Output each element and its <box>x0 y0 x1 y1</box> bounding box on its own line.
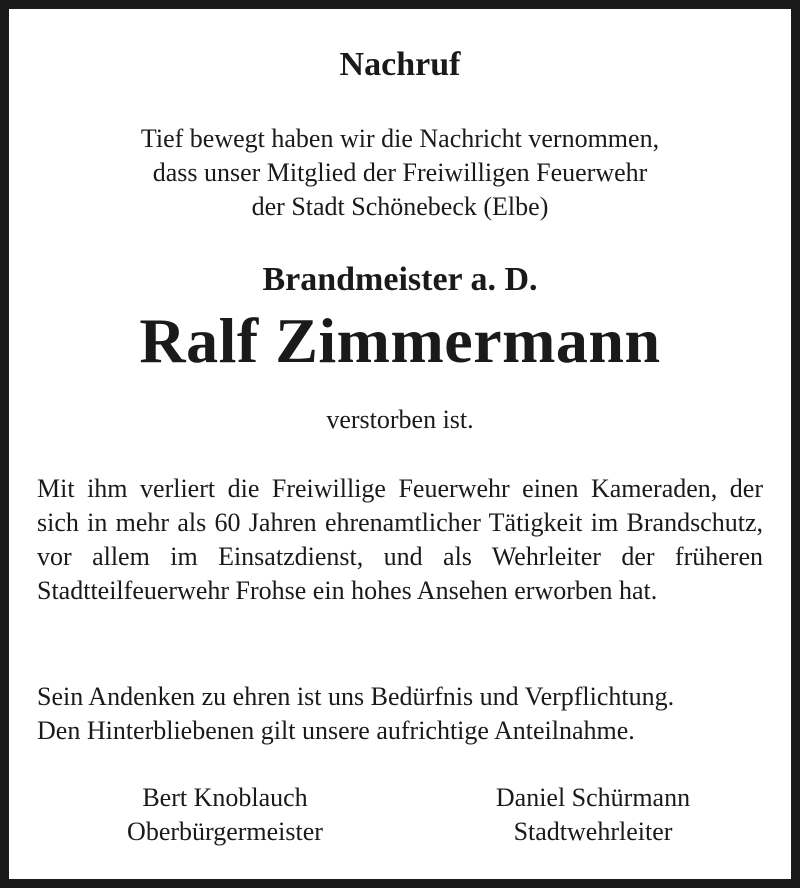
deceased-name: Ralf Zimmermann <box>139 305 661 376</box>
notice-title: Nachruf <box>339 46 461 83</box>
signatory-name: Bert Knoblauch <box>142 783 308 812</box>
condolence-line-1: Sein Andenken zu ehren ist uns Bedürfnis und Verpflichtung. <box>37 682 675 711</box>
intro-line-3: der Stadt Schönebeck (Elbe) <box>251 192 549 221</box>
signatory-mayor <box>75 781 375 849</box>
signatory-role: Stadtwehrleiter <box>513 817 673 846</box>
condolence-line-2: Den Hinterbliebenen gilt unsere aufrichtige Anteilnahme. <box>37 716 635 745</box>
deceased-rank: Brandmeister a. D. <box>262 261 538 298</box>
signatory-fire-chief <box>443 781 743 849</box>
signatory-role: Oberbürgermeister <box>127 817 323 846</box>
died-text: verstorben ist. <box>326 405 474 434</box>
intro-line-2: dass unser Mitglied der Freiwilligen Feuerwehr <box>152 158 648 187</box>
tribute-paragraph: Mit ihm verliert die Freiwillige Feuerwehr einen Kameraden, der sich in mehr als 60 Jahren ehrenamtlicher Tätigkeit im Brandschutz, vor allem im Einsatzdienst, und als Wehrleiter der früheren Stadtteilfeuerwehr Frohse ein hohes Ansehen erworben hat. <box>37 474 763 605</box>
intro-text <box>9 122 791 224</box>
intro-line-1: Tief bewegt haben wir die Nachricht vernommen, <box>140 124 660 153</box>
condolence-paragraph <box>37 680 763 748</box>
signatory-name: Daniel Schürmann <box>495 783 691 812</box>
